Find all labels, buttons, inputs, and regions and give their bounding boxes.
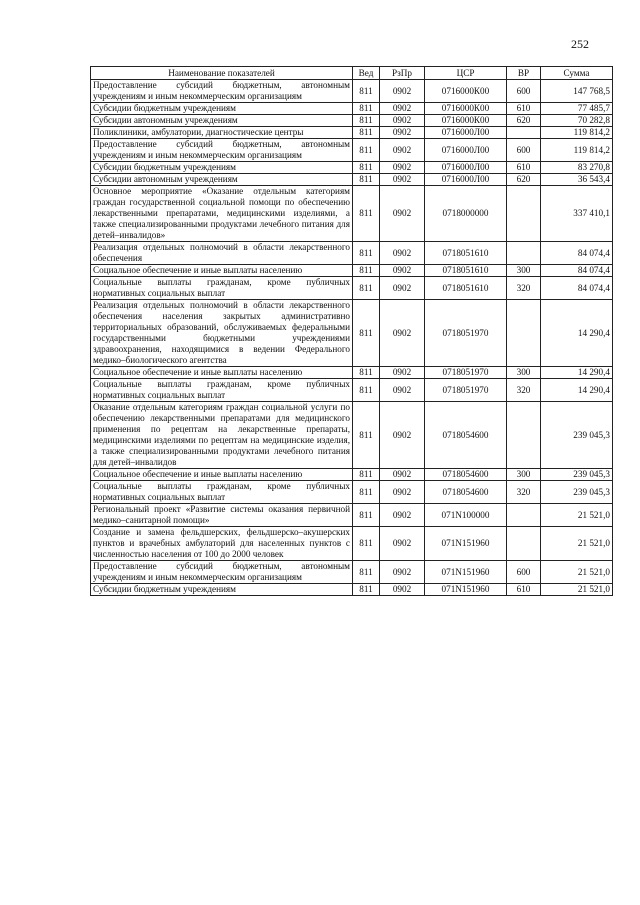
cell-ved: 811 — [353, 186, 380, 242]
cell-name: Субсидии бюджетным учреждениям — [91, 103, 353, 115]
cell-vr — [507, 527, 541, 561]
cell-vr: 320 — [507, 481, 541, 504]
cell-csr: 0718051610 — [425, 277, 507, 300]
cell-ved: 811 — [353, 162, 380, 174]
cell-ved: 811 — [353, 561, 380, 584]
cell-rzpr: 0902 — [380, 300, 425, 367]
cell-vr: 620 — [507, 174, 541, 186]
cell-csr: 0718051970 — [425, 379, 507, 402]
cell-name: Региональный проект «Развитие системы оказания первичной медико–санитарной помощи» — [91, 504, 353, 527]
cell-name: Социальное обеспечение и иные выплаты населению — [91, 469, 353, 481]
cell-name: Социальные выплаты гражданам, кроме публичных нормативных социальных выплат — [91, 277, 353, 300]
cell-vr — [507, 402, 541, 469]
table-row — [91, 242, 613, 265]
cell-rzpr: 0902 — [380, 367, 425, 379]
cell-vr: 600 — [507, 80, 541, 103]
cell-sum: 14 290,4 — [541, 300, 613, 367]
header-rzpr: РзПр — [380, 67, 425, 80]
cell-sum: 84 074,4 — [541, 242, 613, 265]
cell-vr: 320 — [507, 277, 541, 300]
cell-sum: 14 290,4 — [541, 379, 613, 402]
cell-ved: 811 — [353, 277, 380, 300]
cell-csr: 0716000К00 — [425, 115, 507, 127]
cell-sum: 84 074,4 — [541, 265, 613, 277]
table-row — [91, 481, 613, 504]
cell-rzpr: 0902 — [380, 103, 425, 115]
cell-sum: 21 521,0 — [541, 561, 613, 584]
cell-name: Социальное обеспечение и иные выплаты населению — [91, 265, 353, 277]
cell-csr: 0716000Л00 — [425, 139, 507, 162]
cell-name: Реализация отдельных полномочий в области лекарственного обеспечения — [91, 242, 353, 265]
cell-vr: 600 — [507, 561, 541, 584]
cell-csr: 0718051610 — [425, 242, 507, 265]
budget-table — [90, 66, 613, 596]
cell-csr: 0718051970 — [425, 367, 507, 379]
cell-name: Оказание отдельным категориям граждан социальной услуги по обеспечению лекарственными препаратами для медицинского применения по рецептам на лекарственные препараты, медицинскими изделиями по рецептам на медицинские изделия, а также специализированными продуктами лечебного питания для детей–инвалидов — [91, 402, 353, 469]
table-row — [91, 174, 613, 186]
cell-csr: 0716000К00 — [425, 103, 507, 115]
cell-csr: 0718054600 — [425, 402, 507, 469]
cell-vr: 610 — [507, 162, 541, 174]
cell-sum: 21 521,0 — [541, 584, 613, 596]
cell-csr: 0716000Л00 — [425, 174, 507, 186]
cell-rzpr: 0902 — [380, 527, 425, 561]
table-row — [91, 103, 613, 115]
cell-rzpr: 0902 — [380, 277, 425, 300]
cell-csr: 0718051970 — [425, 300, 507, 367]
cell-sum: 14 290,4 — [541, 367, 613, 379]
cell-ved: 811 — [353, 367, 380, 379]
table-row — [91, 504, 613, 527]
table-row — [91, 367, 613, 379]
cell-rzpr: 0902 — [380, 139, 425, 162]
table-header-row — [91, 67, 613, 80]
cell-sum: 119 814,2 — [541, 139, 613, 162]
cell-csr: 071N151960 — [425, 527, 507, 561]
cell-sum: 70 282,8 — [541, 115, 613, 127]
cell-ved: 811 — [353, 139, 380, 162]
cell-vr: 610 — [507, 584, 541, 596]
cell-vr — [507, 242, 541, 265]
cell-name: Основное мероприятие «Оказание отдельным категориям граждан государственной социальной помощи по обеспечению лекарственными препаратами, медицинскими изделиями, а также специализированными продуктами лечебного питания для детей–инвалидов» — [91, 186, 353, 242]
cell-name: Субсидии бюджетным учреждениям — [91, 162, 353, 174]
cell-sum: 239 045,3 — [541, 469, 613, 481]
table-row — [91, 162, 613, 174]
table-row — [91, 186, 613, 242]
cell-ved: 811 — [353, 300, 380, 367]
table-row — [91, 139, 613, 162]
cell-rzpr: 0902 — [380, 242, 425, 265]
cell-sum: 147 768,5 — [541, 80, 613, 103]
cell-sum: 337 410,1 — [541, 186, 613, 242]
cell-rzpr: 0902 — [380, 504, 425, 527]
cell-ved: 811 — [353, 265, 380, 277]
cell-csr: 0718054600 — [425, 469, 507, 481]
cell-vr — [507, 504, 541, 527]
cell-ved: 811 — [353, 527, 380, 561]
cell-sum: 21 521,0 — [541, 504, 613, 527]
cell-csr: 0716000Л00 — [425, 162, 507, 174]
cell-vr — [507, 127, 541, 139]
cell-csr: 0716000Л00 — [425, 127, 507, 139]
cell-ved: 811 — [353, 103, 380, 115]
cell-sum: 77 485,7 — [541, 103, 613, 115]
table-row — [91, 80, 613, 103]
cell-vr — [507, 300, 541, 367]
cell-ved: 811 — [353, 469, 380, 481]
cell-rzpr: 0902 — [380, 561, 425, 584]
table-row — [91, 115, 613, 127]
cell-vr: 620 — [507, 115, 541, 127]
cell-csr: 071N100000 — [425, 504, 507, 527]
cell-name: Реализация отдельных полномочий в области лекарственного обеспечения населения закрытых административно территориальных образований, обслуживаемых федеральными государственными бюджетными учреждениями здравоохранения, находящимися в ведении Федерального медико–биологического агентства — [91, 300, 353, 367]
cell-csr: 0718051610 — [425, 265, 507, 277]
cell-sum: 239 045,3 — [541, 402, 613, 469]
cell-rzpr: 0902 — [380, 469, 425, 481]
page-number: 252 — [571, 37, 589, 51]
header-vr: ВР — [507, 67, 541, 80]
table-row — [91, 561, 613, 584]
cell-ved: 811 — [353, 584, 380, 596]
cell-ved: 811 — [353, 379, 380, 402]
cell-sum: 36 543,4 — [541, 174, 613, 186]
cell-vr: 300 — [507, 469, 541, 481]
cell-csr: 071N151960 — [425, 584, 507, 596]
cell-rzpr: 0902 — [380, 481, 425, 504]
table-row — [91, 265, 613, 277]
cell-ved: 811 — [353, 80, 380, 103]
cell-name: Предоставление субсидий бюджетным, автономным учреждениям и иным некоммерческим организациям — [91, 139, 353, 162]
cell-rzpr: 0902 — [380, 265, 425, 277]
header-sum: Сумма — [541, 67, 613, 80]
cell-rzpr: 0902 — [380, 127, 425, 139]
cell-csr: 0718000000 — [425, 186, 507, 242]
cell-name: Социальное обеспечение и иные выплаты населению — [91, 367, 353, 379]
cell-ved: 811 — [353, 242, 380, 265]
cell-name: Поликлиники, амбулатории, диагностические центры — [91, 127, 353, 139]
cell-csr: 0718054600 — [425, 481, 507, 504]
cell-sum: 21 521,0 — [541, 527, 613, 561]
header-name: Наименование показателей — [91, 67, 353, 80]
cell-rzpr: 0902 — [380, 115, 425, 127]
cell-rzpr: 0902 — [380, 379, 425, 402]
cell-name: Социальные выплаты гражданам, кроме публичных нормативных социальных выплат — [91, 379, 353, 402]
cell-rzpr: 0902 — [380, 174, 425, 186]
cell-ved: 811 — [353, 115, 380, 127]
cell-name: Предоставление субсидий бюджетным, автономным учреждениям и иным некоммерческим организациям — [91, 80, 353, 103]
header-csr: ЦСР — [425, 67, 507, 80]
cell-vr: 300 — [507, 265, 541, 277]
cell-name: Создание и замена фельдшерских, фельдшерско–акушерских пунктов и врачебных амбулаторий для населенных пунктов с численностью населения от 100 до 2000 человек — [91, 527, 353, 561]
cell-vr: 320 — [507, 379, 541, 402]
table-row — [91, 277, 613, 300]
table-row — [91, 469, 613, 481]
table-row — [91, 127, 613, 139]
cell-vr: 610 — [507, 103, 541, 115]
cell-rzpr: 0902 — [380, 584, 425, 596]
cell-vr: 300 — [507, 367, 541, 379]
table-row — [91, 379, 613, 402]
cell-sum: 83 270,8 — [541, 162, 613, 174]
cell-ved: 811 — [353, 402, 380, 469]
cell-ved: 811 — [353, 174, 380, 186]
cell-rzpr: 0902 — [380, 402, 425, 469]
cell-name: Субсидии автономным учреждениям — [91, 174, 353, 186]
cell-sum: 84 074,4 — [541, 277, 613, 300]
cell-ved: 811 — [353, 127, 380, 139]
cell-ved: 811 — [353, 504, 380, 527]
cell-rzpr: 0902 — [380, 162, 425, 174]
table-row — [91, 300, 613, 367]
cell-sum: 239 045,3 — [541, 481, 613, 504]
cell-rzpr: 0902 — [380, 80, 425, 103]
table-row — [91, 584, 613, 596]
cell-name: Субсидии автономным учреждениям — [91, 115, 353, 127]
cell-vr — [507, 186, 541, 242]
table-row — [91, 402, 613, 469]
header-ved: Вед — [353, 67, 380, 80]
table-row — [91, 527, 613, 561]
cell-vr: 600 — [507, 139, 541, 162]
cell-sum: 119 814,2 — [541, 127, 613, 139]
cell-name: Социальные выплаты гражданам, кроме публичных нормативных социальных выплат — [91, 481, 353, 504]
cell-csr: 0716000К00 — [425, 80, 507, 103]
cell-ved: 811 — [353, 481, 380, 504]
cell-rzpr: 0902 — [380, 186, 425, 242]
cell-csr: 071N151960 — [425, 561, 507, 584]
cell-name: Предоставление субсидий бюджетным, автономным учреждениям и иным некоммерческим организациям — [91, 561, 353, 584]
cell-name: Субсидии бюджетным учреждениям — [91, 584, 353, 596]
